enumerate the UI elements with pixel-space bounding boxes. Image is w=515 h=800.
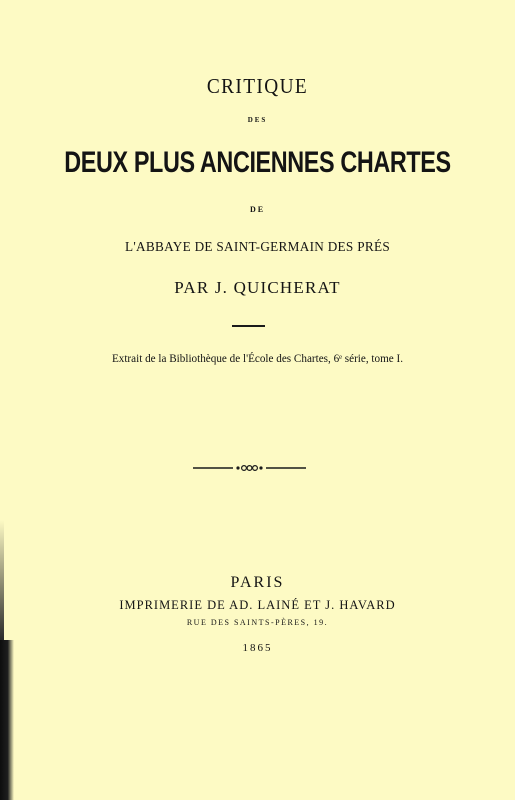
page-edge-shadow-top [0, 520, 4, 640]
author-line: PAR J. QUICHERAT [174, 278, 341, 297]
extract-note: Extrait de la Bibliothèque de l'École des Chartes, 6ᵉ série, tome I. [111, 353, 404, 365]
page-edge-shadow [0, 640, 14, 800]
imprint-year: 1865 [242, 642, 273, 654]
title-critique: CRITIQUE [206, 74, 309, 98]
imprint-city: PARIS [230, 574, 285, 591]
title-abbaye: L'ABBAYE DE SAINT-GERMAIN DES PRÉS [124, 239, 390, 254]
ornament-rule-icon [193, 463, 306, 473]
main-title: DEUX PLUS ANCIENNES CHARTES [64, 146, 451, 179]
title-de: DE [249, 205, 266, 214]
imprint-address: RUE DES SAINTS-PÈRES, 19. [186, 618, 329, 627]
imprint-printer: IMPRIMERIE DE AD. LAINÉ ET J. HAVARD [119, 598, 396, 612]
title-des: DES [247, 116, 268, 124]
divider-rule [232, 325, 265, 327]
